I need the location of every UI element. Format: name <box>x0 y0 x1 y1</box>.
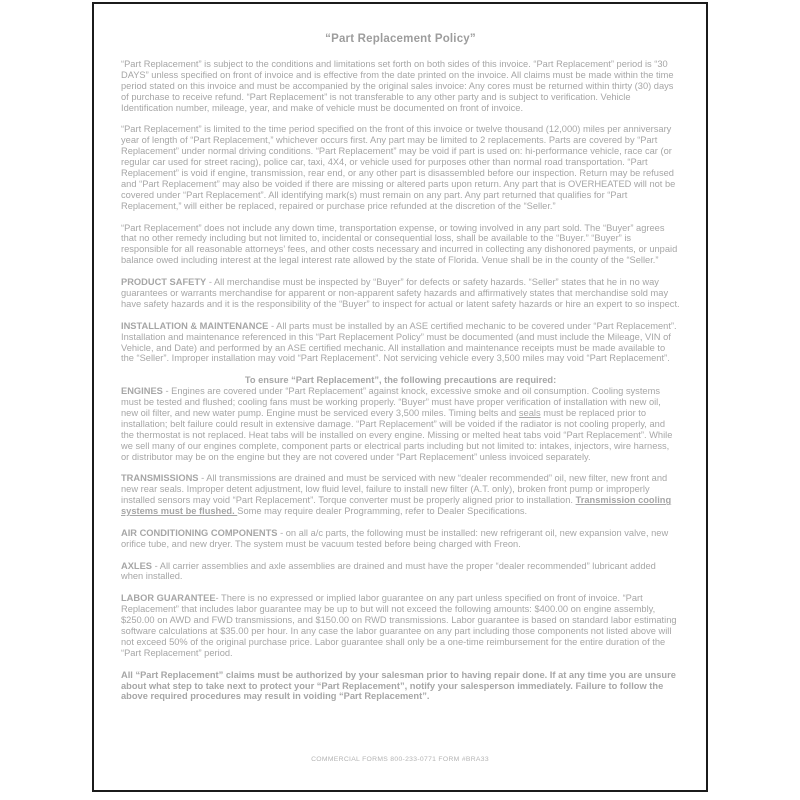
paragraph-segment: seals <box>518 407 541 418</box>
paragraph-segment: PRODUCT SAFETY <box>121 277 207 288</box>
terms-paragraph-3 <box>121 223 680 267</box>
paragraph-segment: - All parts must be installed by an ASE certified mechanic to be covered under “Part Replacement”. Installation and maintenance referenced in this “Part Replacement Policy” must be documented (and must include the Mileage, VIN of Vehicle, and Date) and performed by an ASE certified mechanic. All installation and maintenance receipts must be made available to the “Seller”. Improper installation may void “Part Replacement”. Not servicing vehicle every 3,500 miles may void “Part Replacement”. <box>121 320 677 364</box>
authorization-notice-paragraph <box>121 670 680 703</box>
paragraph-segment: - All carrier assemblies and axle assemblies are drained and must have the proper “dealer recommended” lubricant added when installed. <box>121 560 656 582</box>
paragraph-segment: must be replaced prior to installation; belt failure could result in extensive damage. “Part Replacement” will be voided if the radiator is not cooling properly, and the thermostat is not replaced. Heat tabs will be installed on every engine. Missing or melted heat tabs void “Part Replacement”. While we sell many of our engines complete, component parts or electrical parts including but not limited to: intakes, injectors, wire harness, or distributor may be on the engine but they are not covered under “Part Replacement” unless invoiced separately. <box>121 407 673 462</box>
paragraph-segment: Transmission cooling systems must be flushed. <box>121 495 672 517</box>
policy-page <box>92 2 708 792</box>
terms-paragraph-2 <box>121 124 680 211</box>
paragraph-segment: AIR CONDITIONING COMPONENTS <box>121 527 278 538</box>
paragraph-segment: TRANSMISSIONS <box>121 473 199 484</box>
terms-paragraph-1 <box>121 59 680 114</box>
paragraph-segment: AXLES <box>121 560 152 571</box>
paragraph-segment: - on all a/c parts, the following must be installed: new refrigerant oil, new expansion valve, new orifice tube, and new dryer. The system must be vacuum tested before being charged with Freon. <box>121 527 669 549</box>
paragraph-segment: INSTALLATION & MAINTENANCE <box>121 320 269 331</box>
paragraph-segment: Some may require dealer Programming, refer to Dealer Specifications. <box>237 506 528 517</box>
paragraph-segment: All “Part Replacement” claims must be authorized by your salesman prior to having repair done. If at any time you are unsure about what step to take next to protect your “Part Replacement”, notify your salesperson immediately. Failure to follow the above required procedures may result in voiding “Part Replacement”. <box>121 669 676 702</box>
paragraph-segment: - Engines are covered under “Part Replacement” against knock, excessive smoke and oil consumption. Cooling systems must be tested and flushed; cooling fans must be working properly. “Buyer” must have proper verification of installation with new oil, new oil filter, and new water pump. Engine must be serviced every 3,500 miles. Timing belts and <box>121 386 661 418</box>
engines-paragraph <box>121 386 680 462</box>
paragraph-segment: LABOR GUARANTEE <box>121 593 216 604</box>
paragraph-segment: To ensure “Part Replacement”, the following precautions are required: <box>244 375 557 386</box>
paragraph-segment: “Part Replacement” does not include any down time, transportation expense, or towing involved in any part sold. The “Buyer” agrees that no other remedy including but not limited to, incidental or consequential loss, shall be available to the “Buyer.” “Buyer” is responsible for all reasonable attorneys’ fees, and other costs necessary and incurred in collecting any dishonored payments, or unpaid balance owed including interest at the legal interest rate allowed by the state of Florida. Venue shall be in the county of the “Seller.” <box>121 222 678 266</box>
paragraph-segment: - There is no expressed or implied labor guarantee on any part unless specified on front of invoice. “Part Replacement” that includes labor guarantee may be up to but will not exceed the following amounts: $400.00 on engine assembly, $250.00 on AWD and FWD transmissions, and $150.00 on RWD transmissions. Labor guarantee is based on standard labor estimating software calculations at $35.00 per hour. In any case the labor guarantee on any part including those components not listed above will not exceed 50% of the original purchase price. Labor guarantee shall only be a one-time reimbursement for the entire duration of the “Part Replacement” period. <box>121 593 677 658</box>
footer-text: COMMERCIAL FORMS 800-233-0771 FORM #BRA33 <box>311 756 489 763</box>
product-safety-paragraph <box>121 277 680 310</box>
installation-maintenance-paragraph <box>121 321 680 365</box>
axles-paragraph <box>121 561 680 583</box>
precautions-heading <box>121 375 680 386</box>
labor-guarantee-paragraph <box>121 593 680 658</box>
paragraph-segment: “Part Replacement” is limited to the time period specified on the front of this invoice or twelve thousand (12,000) miles per anniversary year of length of “Part Replacement,” whichever occurs first. Any part may be limited to 2 replacements. Parts are covered by “Part Replacement” under normal driving conditions. “Part Replacement” may be void if part is used on: hi-performance vehicle, race car (or regular car used for street racing), police car, taxi, 4X4, or vehicle used for purposes other than normal road transportation. “Part Replacement” is void if engine, transmission, rear end, or any other part is disassembled before our inspection. Return may be refused and “Part Replacement” may also be voided if there are missing or altered parts upon return. Any part that is OVERHEATED will not be covered under “Part Replacement”. All identifying mark(s) must remain on any part. Any part returned that qualifies for “Part Replacement,” will either be replaced, repaired or purchase price refunded at the discretion of the “Seller.” <box>121 124 676 211</box>
transmissions-paragraph <box>121 473 680 517</box>
paragraph-segment: “Part Replacement” is subject to the conditions and limitations set forth on both sides of this invoice. “Part Replacement” period is “30 DAYS” unless specified on front of invoice and is effective from the date printed on the invoice. All claims must be made within the time period stated on this invoice and must be accompanied by the original sales invoice: Any cores must be returned within thirty (30) days of purchase to receive refund. “Part Replacement” is not transferable to any other party and is subject to verification. Vehicle Identification number, mileage, year, and make of vehicle must be documented on front of invoice. <box>121 59 674 113</box>
page-title: “Part Replacement Policy” <box>325 33 476 45</box>
policy-body <box>121 59 680 702</box>
air-conditioning-paragraph <box>121 528 680 550</box>
paragraph-segment: ENGINES <box>121 386 163 397</box>
paragraph-segment: - All merchandise must be inspected by “Buyer” for defects or safety hazards. “Seller” states that he in no way guarantees or warrants merchandise for apparent or non-apparent safety hazards and affirmatively states that merchandise sold may have safety hazards and it is the responsibility of the “Buyer” to inspect for actual or latent safety hazards or hire an expert to so inspect. <box>121 277 680 309</box>
paragraph-segment: - All transmissions are drained and must be serviced with new “dealer recommended” oil, new filter, new front and new rear seals. Improper detent adjustment, low fluid level, failure to install new filter (A.T. only), broken front pump or improperly installed sensors may void “Part Replacement”. Torque converter must be properly aligned prior to installation. <box>121 473 668 506</box>
